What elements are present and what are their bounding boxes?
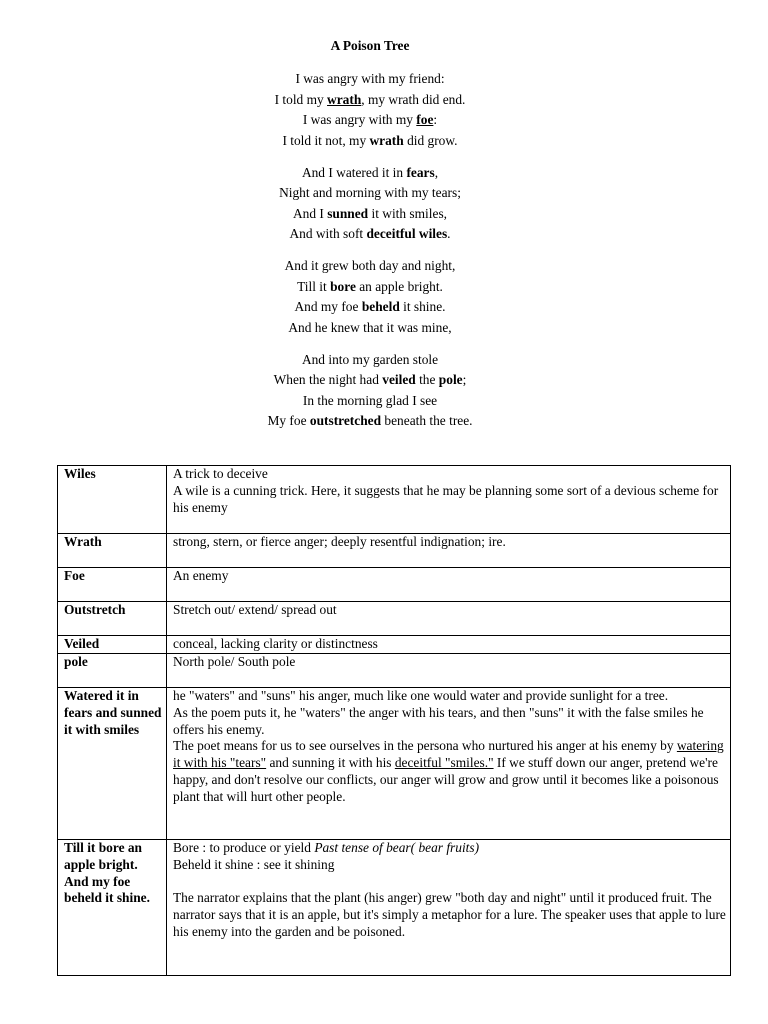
text-run: I was angry with my xyxy=(302,112,417,127)
text-run: In the morning glad I see xyxy=(302,392,438,408)
text-run: he "waters" and "suns" his anger, much like one would water and provide sunlight for a tree. xyxy=(173,688,669,703)
text-run: deceitful "smiles." xyxy=(394,755,494,771)
text-run: and sunning it with his xyxy=(266,755,395,771)
glossary-term: Wrath xyxy=(58,534,167,568)
table-row xyxy=(58,568,731,602)
text-run: pole xyxy=(438,372,463,387)
text-run: And it grew both day and night, xyxy=(284,258,456,273)
glossary-definition xyxy=(167,688,731,840)
text-run: An enemy xyxy=(173,568,229,583)
text-run: an apple bright. xyxy=(355,278,443,294)
poem-line xyxy=(0,224,740,245)
text-run: And with soft xyxy=(289,226,367,241)
poem-line xyxy=(0,411,740,432)
text-run: did grow. xyxy=(403,132,458,148)
text-run: The narrator explains that the plant (his anger) grew "both day and night" until it produced fruit. The narrator says that it is an apple, but it's simply a metaphor for a lure. The speaker uses that apple to lure his enemy into the garden and be poisoned. xyxy=(173,890,726,939)
text-run: the xyxy=(415,372,439,387)
text-run: Night and morning with my tears; xyxy=(279,185,461,200)
text-run: , my wrath did end. xyxy=(361,91,466,107)
text-run: And my foe xyxy=(294,299,362,314)
text-run: deceitful wiles xyxy=(366,226,448,241)
text-run: outstretched xyxy=(309,413,382,428)
text-run: ; xyxy=(462,372,467,387)
text-run xyxy=(173,874,176,889)
text-run: strong, stern, or fierce anger; deeply resentful indignation; ire. xyxy=(173,534,506,549)
definition-paragraph xyxy=(173,738,726,805)
text-run: I told it not, my xyxy=(282,132,370,148)
text-run: veiled xyxy=(382,372,416,387)
poem-line xyxy=(0,69,740,90)
text-run: And into my garden stole xyxy=(301,351,439,367)
glossary-term: pole xyxy=(58,654,167,688)
glossary-term: Till it bore an apple bright. And my foe beheld it shine. xyxy=(58,840,167,976)
glossary-definition xyxy=(167,840,731,976)
poem-line xyxy=(0,277,740,298)
text-run: , xyxy=(434,164,439,180)
definition-paragraph xyxy=(173,840,726,857)
text-run: fears xyxy=(406,164,435,180)
stanza-3 xyxy=(0,256,740,338)
poem-line xyxy=(0,391,740,412)
text-run: conceal, lacking clarity or distinctness xyxy=(173,636,378,651)
stanza-4 xyxy=(0,350,740,432)
text-run: beheld xyxy=(361,299,400,314)
poem-line xyxy=(0,204,740,225)
text-run: And he knew that it was mine, xyxy=(288,319,452,335)
text-run: it with smiles, xyxy=(368,205,448,221)
text-run: As the poem puts it, he "waters" the anger with his tears, and then "suns" it with the false smiles he offers his enemy. xyxy=(173,704,704,737)
text-run: Bore : to produce or yield xyxy=(173,840,315,855)
definition-paragraph xyxy=(173,534,726,551)
definition-paragraph xyxy=(173,636,726,653)
poem-line xyxy=(0,183,740,204)
text-run: Past tense of bear( bear fruits) xyxy=(314,840,480,855)
definition-paragraph xyxy=(173,654,726,671)
poem-line xyxy=(0,131,740,152)
definition-paragraph xyxy=(173,705,726,739)
poem-line xyxy=(0,163,740,184)
text-run: I told my xyxy=(274,91,328,107)
table-row xyxy=(58,466,731,534)
text-run: Stretch out/ extend/ spread out xyxy=(173,602,337,617)
text-run: sunned xyxy=(327,205,369,221)
text-run: beneath the tree. xyxy=(381,413,473,428)
text-run: : xyxy=(433,112,438,127)
definition-paragraph xyxy=(173,857,726,874)
table-row xyxy=(58,602,731,636)
table-row xyxy=(58,688,731,840)
glossary-definition xyxy=(167,654,731,688)
definition-paragraph xyxy=(173,466,726,483)
table-row xyxy=(58,654,731,688)
text-run: . xyxy=(447,226,451,241)
text-run: If we stuff down our anger, pretend we're happy, and don't resolve our conflicts, our anger will grow and grow until it becomes like a poisonous plant that will hurt other people. xyxy=(173,755,719,804)
definition-paragraph xyxy=(173,483,726,517)
text-run: it shine. xyxy=(399,299,446,314)
text-run: A wile is a cunning trick. Here, it suggests that he may be planning some sort of a devious scheme for his enemy xyxy=(173,482,719,515)
text-run: wrath xyxy=(369,132,404,148)
text-run: The poet means for us to see ourselves in the persona who nurtured his anger at his enemy by xyxy=(173,738,677,754)
poem-line xyxy=(0,350,740,371)
poem-line xyxy=(0,297,740,318)
text-run: When the night had xyxy=(273,372,383,387)
glossary-term: Veiled xyxy=(58,636,167,654)
glossary-definition xyxy=(167,602,731,636)
table-row xyxy=(58,840,731,976)
glossary-definition xyxy=(167,636,731,654)
text-run: Beheld it shine : see it shining xyxy=(173,856,335,872)
text-run: foe xyxy=(416,112,434,127)
definition-paragraph xyxy=(173,874,726,891)
glossary-term: Outstretch xyxy=(58,602,167,636)
text-run: A trick to deceive xyxy=(173,466,268,481)
glossary-term: Wiles xyxy=(58,466,167,534)
text-run: Till it xyxy=(297,278,331,294)
definition-paragraph xyxy=(173,602,726,619)
text-run: watering it with his "tears" xyxy=(173,738,724,771)
poem-line xyxy=(0,318,740,339)
text-run: North pole/ South pole xyxy=(173,654,296,669)
glossary-definition xyxy=(167,466,731,534)
poem-title: A Poison Tree xyxy=(330,38,410,53)
table-row xyxy=(58,534,731,568)
text-run: And I watered it in xyxy=(301,164,407,180)
text-run: My foe xyxy=(267,413,310,428)
text-run: bore xyxy=(330,278,356,294)
text-run: I was angry with my friend: xyxy=(295,71,445,86)
glossary-definition xyxy=(167,534,731,568)
stanza-2 xyxy=(0,163,740,245)
glossary-definition xyxy=(167,568,731,602)
glossary-term: Watered it in fears and sunned it with smiles xyxy=(58,688,167,840)
poem-line xyxy=(0,90,740,111)
definition-paragraph xyxy=(173,890,726,940)
glossary-term: Foe xyxy=(58,568,167,602)
poem-line xyxy=(0,110,740,131)
poem-line xyxy=(0,256,740,277)
stanza-1 xyxy=(0,69,740,151)
definition-paragraph xyxy=(173,568,726,585)
poem-body xyxy=(0,69,740,443)
text-run: And I xyxy=(292,205,328,221)
poem-line xyxy=(0,370,740,391)
table-row xyxy=(58,636,731,654)
glossary-table xyxy=(57,465,731,976)
text-run: wrath xyxy=(327,91,362,107)
definition-paragraph xyxy=(173,688,726,705)
